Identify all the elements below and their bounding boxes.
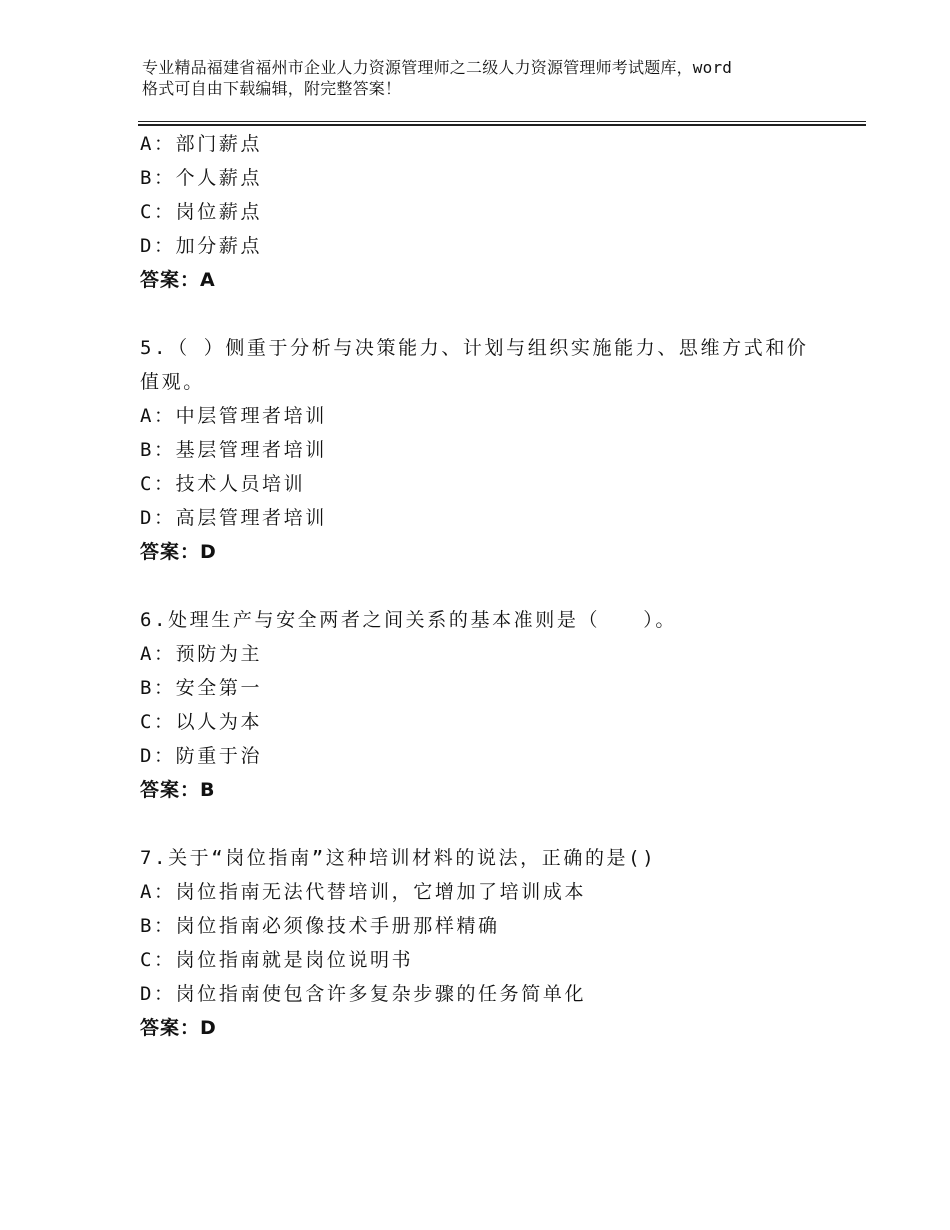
question-6 xyxy=(140,603,830,807)
spacer xyxy=(140,569,830,603)
option-a: A：中层管理者培训 xyxy=(140,405,327,427)
spacer xyxy=(140,297,830,331)
option-c: C：岗位薪点 xyxy=(140,201,263,223)
answer: 答案：D xyxy=(140,541,217,563)
option-d: D：防重于治 xyxy=(140,745,263,767)
option-a: A：部门薪点 xyxy=(140,133,263,155)
header-title-line-1: 专业精品福建省福州市企业人力资源管理师之二级人力资源管理师考试题库，word xyxy=(142,58,733,77)
header-divider-thin xyxy=(138,121,866,122)
question-stem: 6.处理生产与安全两者之间关系的基本准则是（ ）。 xyxy=(140,609,677,631)
option-d: D：加分薪点 xyxy=(140,235,263,257)
option-c: C：岗位指南就是岗位说明书 xyxy=(140,949,414,971)
answer: 答案：A xyxy=(140,269,216,291)
spacer xyxy=(140,807,830,841)
question-stem-line-1: 5.（ ）侧重于分析与决策能力、计划与组织实施能力、思维方式和价 xyxy=(140,337,809,359)
option-d: D：高层管理者培训 xyxy=(140,507,327,529)
answer: 答案：D xyxy=(140,1017,217,1039)
question-5 xyxy=(140,331,830,569)
option-b: B：基层管理者培训 xyxy=(140,439,327,461)
option-a: A：岗位指南无法代替培训，它增加了培训成本 xyxy=(140,881,587,903)
question-stem: 7.关于“岗位指南”这种培训材料的说法，正确的是() xyxy=(140,847,657,869)
header-title-line-2: 格式可自由下载编辑，附完整答案！ xyxy=(142,79,402,98)
option-a: A：预防为主 xyxy=(140,643,263,665)
option-c: C：以人为本 xyxy=(140,711,263,733)
question-4 xyxy=(140,127,830,297)
option-b: B：安全第一 xyxy=(140,677,263,699)
question-list xyxy=(140,127,830,1045)
header-divider-thick xyxy=(138,124,866,126)
option-b: B：个人薪点 xyxy=(140,167,263,189)
document-header xyxy=(142,57,842,99)
option-d: D：岗位指南使包含许多复杂步骤的任务简单化 xyxy=(140,983,587,1005)
option-b: B：岗位指南必须像技术手册那样精确 xyxy=(140,915,500,937)
question-stem-line-2: 值观。 xyxy=(140,371,205,393)
question-7 xyxy=(140,841,830,1045)
option-c: C：技术人员培训 xyxy=(140,473,306,495)
answer: 答案：B xyxy=(140,779,216,801)
